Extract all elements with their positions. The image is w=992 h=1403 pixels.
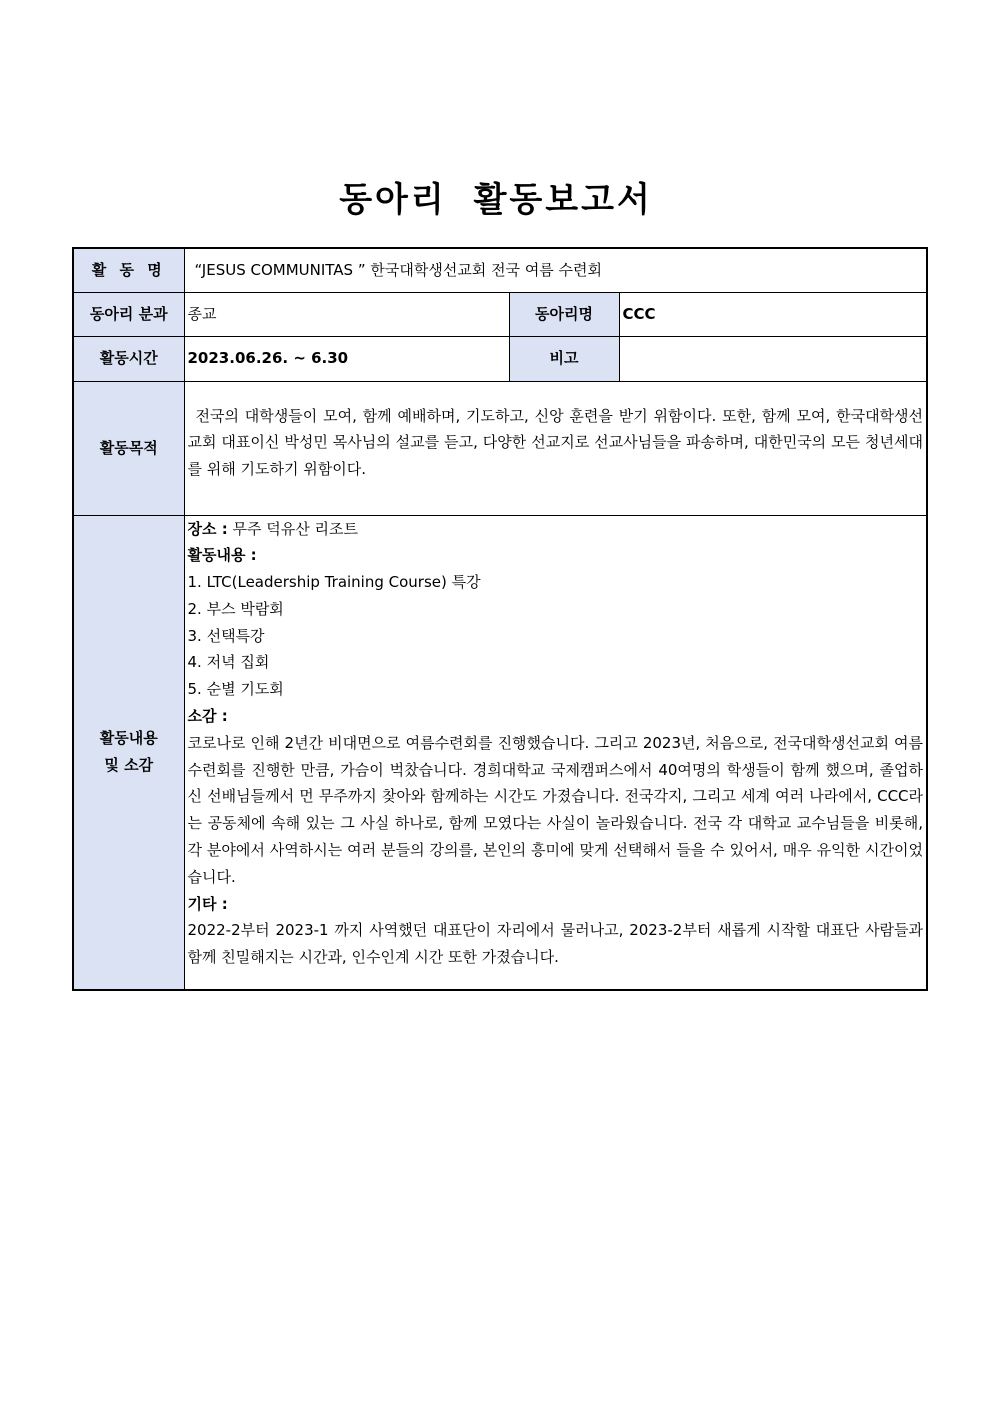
purpose-label: 활동목적 [73, 381, 184, 515]
activity-list-item: 3. 선택특강 [187, 626, 265, 645]
club-category-value: 종교 [184, 292, 509, 336]
remarks-label: 비고 [509, 336, 619, 381]
activity-list-item: 1. LTC(Leadership Training Course) 특강 [187, 573, 481, 592]
remarks-value [619, 336, 927, 381]
club-category-label: 동아리 분과 [73, 292, 184, 336]
activity-list-item: 5. 순별 기도회 [187, 680, 284, 699]
place-label: 장소 : [187, 519, 228, 538]
row-purpose [73, 381, 927, 515]
activities-label: 활동내용 : [187, 546, 257, 565]
page-title: 동아리 활동보고서 [339, 180, 653, 220]
etc-text: 2022-2부터 2023-1 까지 사역했던 대표단이 자리에서 물러나고, 2023-2부터 새롭게 시작할 대표단 사람들과 함께 친밀해지는 시간과, 인수인계 시간 또한 가졌습니다. [187, 921, 924, 967]
etc-label: 기타 : [187, 894, 228, 913]
club-name-value: CCC [619, 292, 927, 336]
club-name-label: 동아리명 [509, 292, 619, 336]
content-label-line2: 및 소감 [104, 756, 154, 775]
place-value: 무주 덕유산 리조트 [232, 519, 358, 538]
content-cell [184, 515, 927, 990]
purpose-text: 전국의 대학생들이 모여, 함께 예배하며, 기도하고, 신앙 훈련을 받기 위함이다. 또한, 함께 모여, 한국대학생선교회 대표이신 박성민 목사님의 설교를 듣고, 다양한 선교지로 선교사님들을 파송하며, 대한민국의 모든 청년세대를 위해 기도하기 위함이다. [187, 406, 924, 479]
activity-time-value: 2023.06.26. ~ 6.30 [184, 336, 509, 381]
impressions-text: 코로나로 인해 2년간 비대면으로 여름수련회를 진행했습니다. 그리고 2023년, 처음으로, 전국대학생선교회 여름수련회를 진행한 만큼, 가슴이 벅찼습니다. 경희대학교 국제캠퍼스에서 40여명의 학생들이 함께 했으며, 졸업하신 선배님들께서 먼 무주까지 찾아와 함께하는 시간도 가졌습니다. 전국각지, 그리고 세계 여러 나라에서, CCC라는 공동체에 속해 있는 그 사실 하나로, 함께 모였다는 사실이 놀라웠습니다. 전국 각 대학교 교수님들을 비롯해, 각 분야에서 사역하시는 여러 분들의 강의를, 본인의 흥미에 맞게 선택해서 들을 수 있어서, 매우 유익한 시간이었습니다. [187, 733, 924, 886]
row-club-info [73, 292, 927, 336]
row-content [73, 515, 927, 990]
content-label-line1: 활동내용 [99, 729, 158, 748]
row-activity-time [73, 336, 927, 381]
place-line [188, 516, 924, 543]
activity-time-label: 활동시간 [73, 336, 184, 381]
impressions-label: 소감 : [187, 707, 228, 726]
activity-list-item: 2. 부스 박람회 [187, 599, 284, 618]
activity-name-value: “JESUS COMMUNITAS ” 한국대학생선교회 전국 여름 수련회 [184, 248, 927, 292]
activity-report-table [72, 247, 928, 991]
purpose-cell [184, 381, 927, 515]
content-label [73, 515, 184, 990]
activity-name-label: 활 동 명 [73, 248, 184, 292]
activity-list-item: 4. 저녁 집회 [187, 653, 270, 672]
row-activity-name [73, 248, 927, 292]
